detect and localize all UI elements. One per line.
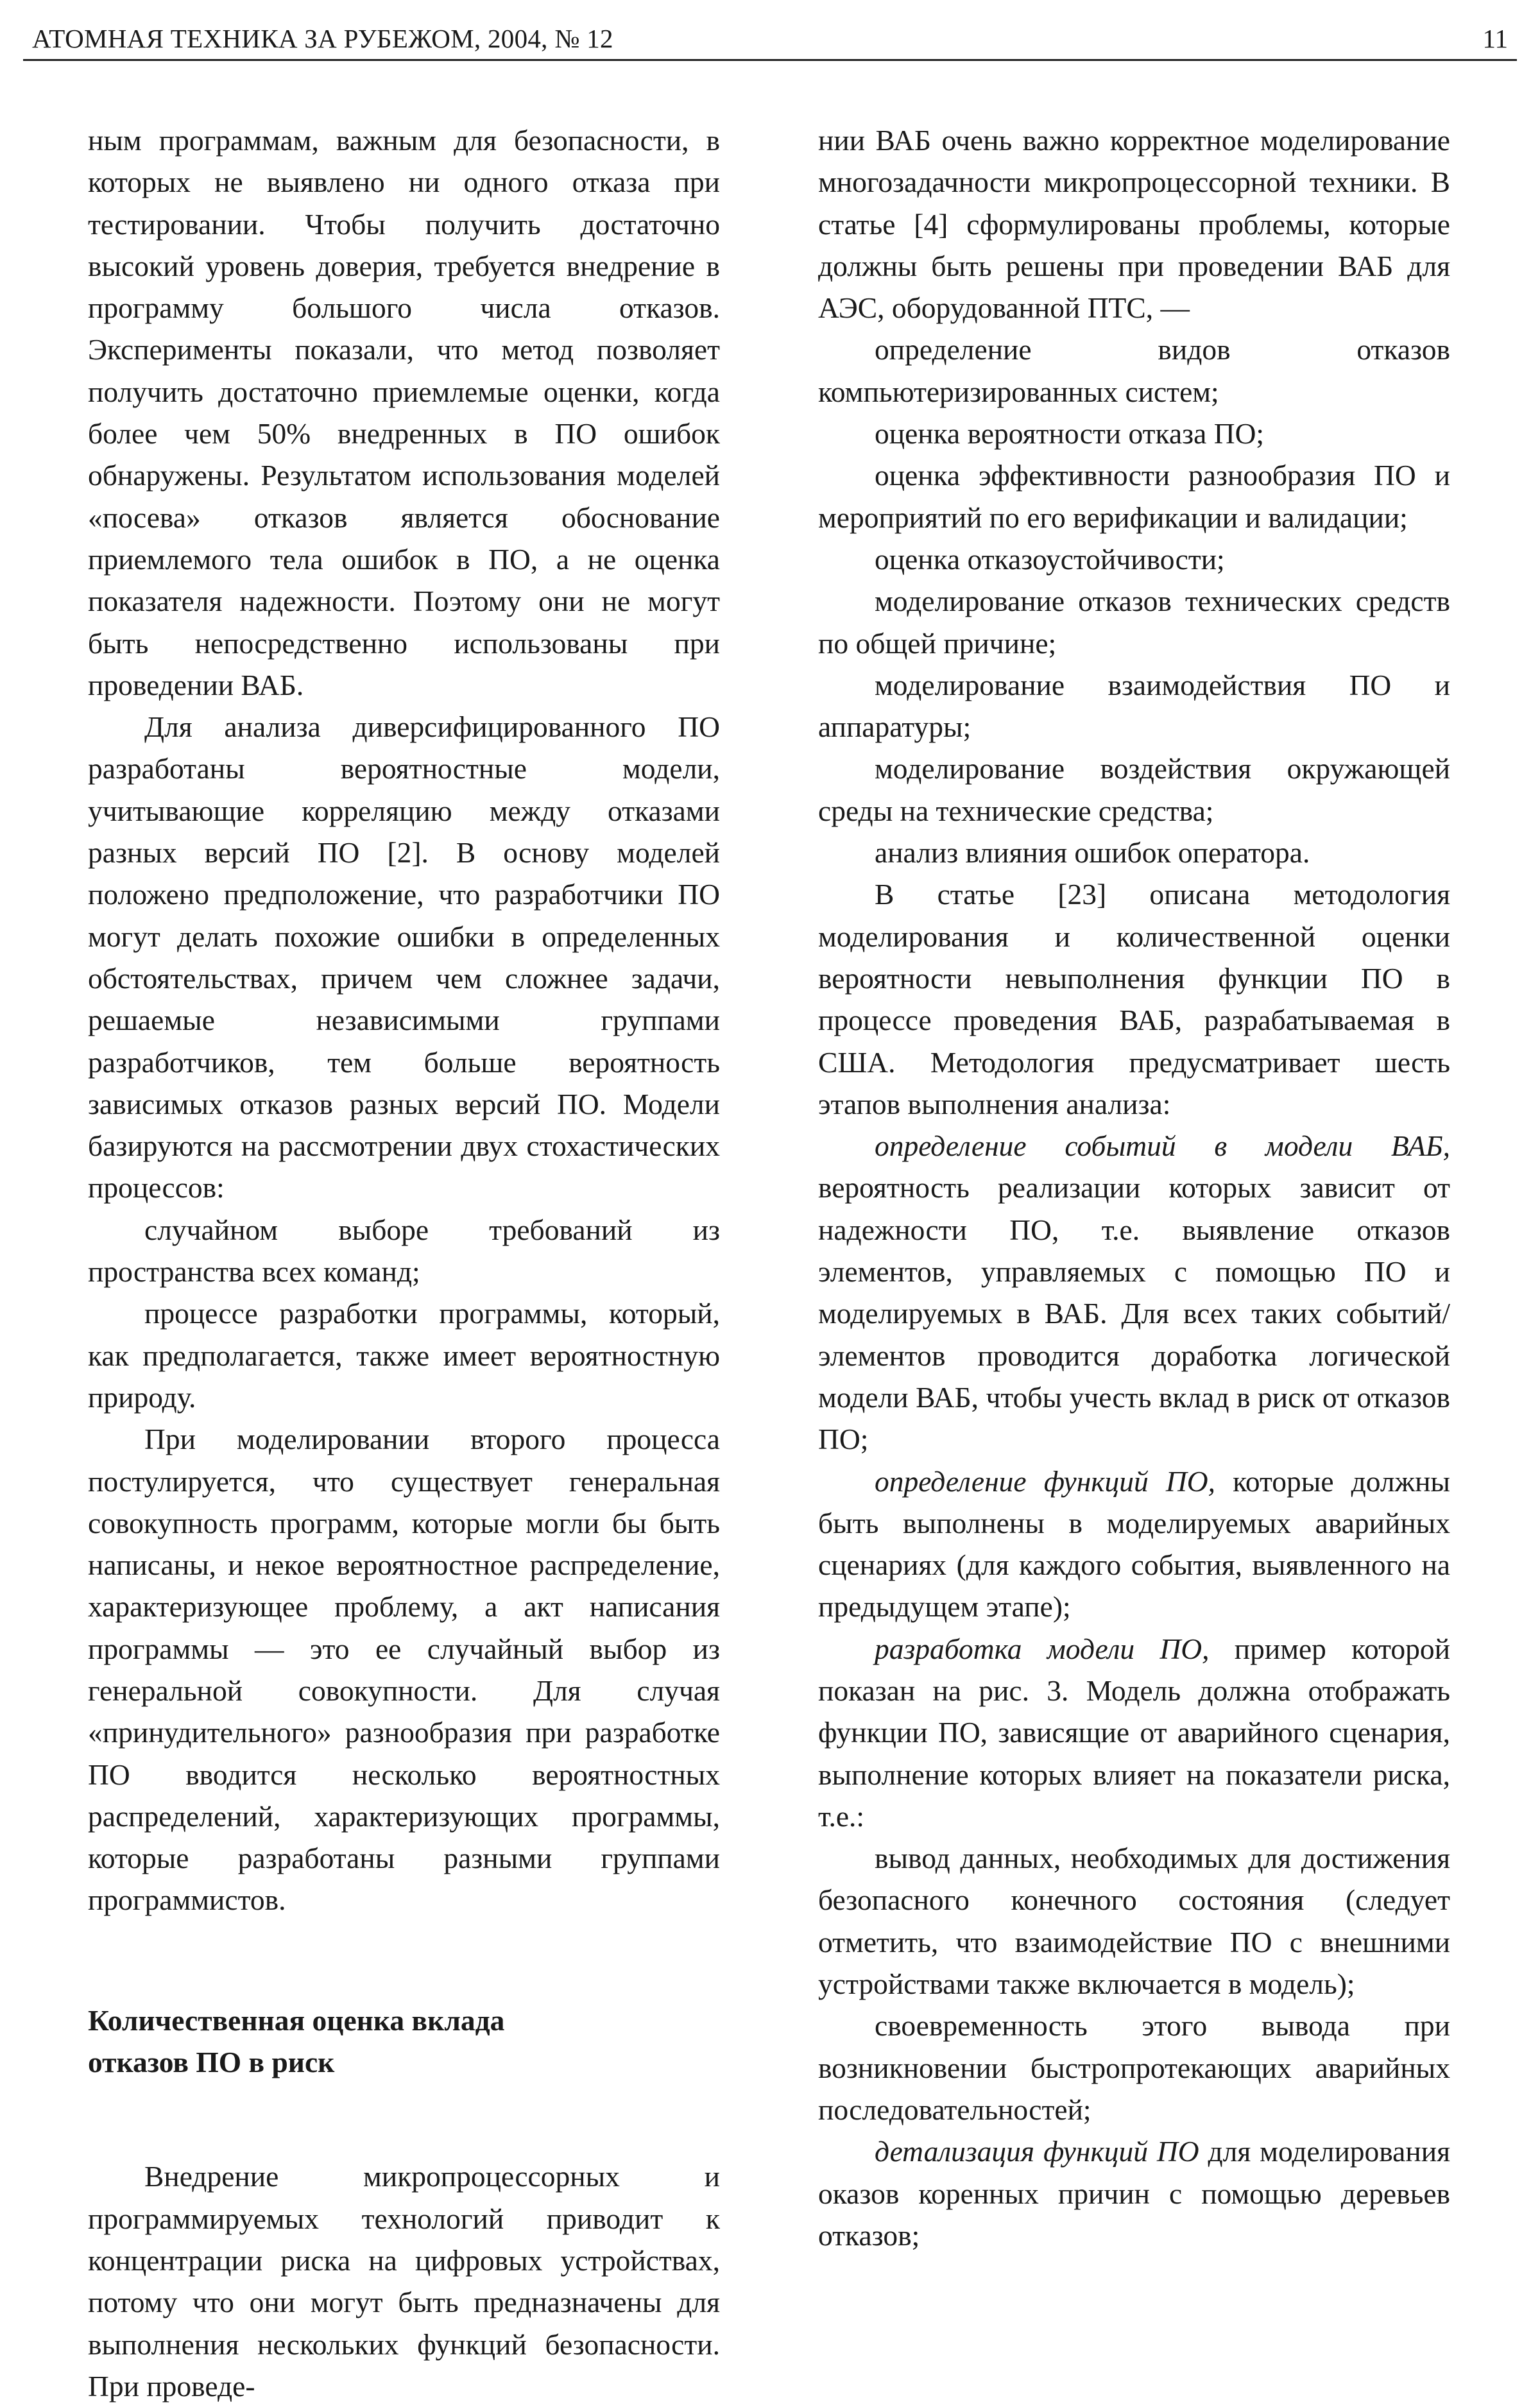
left-column: [88, 119, 720, 2407]
step-text: вероятность реализации которых зависит от надежности ПО, т.е. выявление отказов элементов, управляемых с помощью ПО и моделируемых в ВАБ. Для всех таких событий/элементов проводится доработка логической модели ВАБ, чтобы учесть вклад в риск от отказов ПО;: [818, 1171, 1450, 1456]
paragraph: Для анализа диверсифицированного ПО разработаны вероятностные модели, учитывающие корреляцию между отказами разных версий ПО [2]. В основу моделей положено предположение, что разработчики ПО могут делать похожие ошибки в определенных обстоятельствах, причем чем сложнее задачи, решаемые независимыми группами разработчиков, тем больше вероятность зависимых отказов разных версий ПО. Модели базируются на рассмотрении двух стохастических процессов:: [88, 710, 720, 1204]
step-term: определение событий в модели ВАБ,: [875, 1129, 1450, 1163]
step-text: которые должны быть выполнены в моделируемых аварийных сценариях (для каждого события, выявленного на предыдущем этапе);: [818, 1464, 1450, 1623]
paragraph: Внедрение микропроцессорных и программируемых технологий приводит к концентрации риска на цифровых устройствах, потому что они могут быть предназначены для выполнения нескольких функций безопасности. При проведе-: [88, 2160, 720, 2403]
journal-title: АТОМНАЯ ТЕХНИКА ЗА РУБЕЖОМ, 2004, № 12: [32, 24, 613, 53]
list-item: процессе разработки программы, который, как предполагается, также имеет вероятностную природу.: [88, 1297, 720, 1414]
list-item: оценка отказоустойчивости;: [875, 542, 1225, 576]
section-heading-line: Количественная оценка вклада: [88, 2003, 505, 2037]
list-item: своевременность этого вывода при возникновении быстропротекающих аварийных последовательностей;: [818, 2009, 1450, 2126]
step-term: определение функций ПО,: [875, 1464, 1215, 1498]
paragraph: нии ВАБ очень важно корректное моделирование многозадачности микропроцессорной техники. В статье [4] сформулированы проблемы, которые должны быть решены при проведении ВАБ для АЭС, оборудованной ПТС, —: [818, 124, 1450, 325]
step-text: пример которой показан на рис. 3. Модель должна отображать функции ПО, зависящие от аварийного сценария, выполнение которых влияет на показатели риска, т.е.:: [818, 1632, 1450, 1833]
running-header: [23, 18, 1517, 61]
paragraph: ным программам, важным для безопасности, в которых не выявлено ни одного отказа при тестировании. Чтобы получить достаточно высокий уровень доверия, требуется внедрение в программу большого числа отказов. Эксперименты показали, что метод позволяет получить достаточно приемлемые оценки, когда более чем 50% внедренных в ПО ошибок обнаружены. Результатом использования моделей «посева» отказов является обоснование приемлемого тела ошибок в ПО, а не оценка показателя надежности. Поэтому они не могут быть непосредственно использованы при проведении ВАБ.: [88, 124, 720, 701]
step-item: [818, 2130, 1450, 2256]
page-number: 11: [1482, 24, 1508, 53]
step-item: [818, 1125, 1450, 1460]
step-item: [818, 1628, 1450, 1837]
step-item: [818, 1460, 1450, 1628]
list-item: случайном выборе требований из пространства всех команд;: [88, 1213, 720, 1289]
step-text: для моделирования оказов коренных причин с помощью деревьев отказов;: [818, 2135, 1451, 2252]
section-heading: [88, 2000, 720, 2084]
step-term: разработка модели ПО,: [875, 1632, 1210, 1665]
section-heading-line: отказов ПО в риск: [88, 2046, 335, 2079]
list-item: моделирование воздействия окружающей среды на технические средства;: [818, 752, 1450, 827]
list-item: анализ влияния ошибок оператора.: [875, 836, 1310, 869]
paragraph: В статье [23] описана методология моделирования и количественной оценки вероятности невыполнения функции ПО в процессе проведения ВАБ, разрабатываемая в США. Методология предусматривает шесть этапов выполнения анализа:: [818, 878, 1450, 1120]
list-item: вывод данных, необходимых для достижения безопасного конечного состояния (следует отметить, что взаимодействие ПО с внешними устройствами также включается в модель);: [818, 1842, 1450, 2001]
right-column: [818, 119, 1450, 2256]
step-term: детализация функций ПО: [875, 2135, 1199, 2168]
list-item: моделирование отказов технических средств по общей причине;: [818, 585, 1450, 660]
list-item: моделирование взаимодействия ПО и аппаратуры;: [818, 668, 1450, 744]
list-item: определение видов отказов компьютеризированных систем;: [818, 333, 1450, 408]
list-item: оценка вероятности отказа ПО;: [875, 417, 1265, 450]
paragraph: При моделировании второго процесса постулируется, что существует генеральная совокупность программ, которые могли бы быть написаны, и некое вероятностное распределение, характеризующее проблему, а акт написания программы — это ее случайный выбор из генеральной совокупности. Для случая «принудительного» разнообразия при разработке ПО вводится несколько вероятностных распределений, характеризующих программы, которые разработаны разными группами программистов.: [88, 1423, 720, 1917]
list-item: оценка эффективности разнообразия ПО и мероприятий по его верификации и валидации;: [818, 459, 1450, 534]
